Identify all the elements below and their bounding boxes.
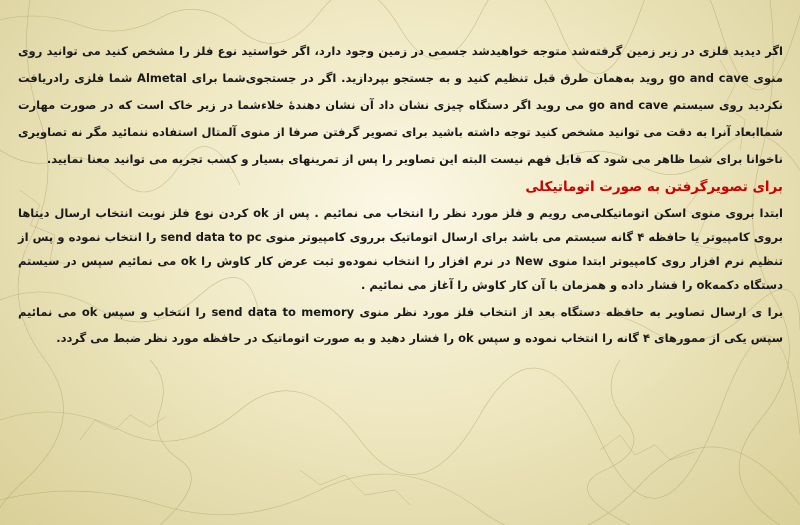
auto-scan-paragraph: ابتدا بروی منوی اسکن اتوماتیکلی‌می رویم و فلز مورد نظر را انتخاب می نمائیم . پس از ok کردن نوع فلز نوبت انتخاب ارسال دیتاها بروی کامپیوتر یا حافظه ۴ گانه سیستم می باشد برای ارسال اتوماتیک برروی کامپیوتر منوی send data to pc را انتخاب نموده و پس از تنظیم نرم افزار روی کامپیوتر ابتدا منوی New در نرم افزار را انتخاب نموده‌و ثبت عرض کار کاوش را ok می نمائیم سپس در سیستم دستگاه دکمه‌ok را فشار داده و همزمان با آن کار کاوش را آغاز می نمائیم .: [18, 206, 783, 292]
section-heading: برای تصویرگرفتن به صورت اتوماتیکلی: [525, 179, 783, 195]
article-body: [18, 38, 783, 351]
intro-paragraph: اگر دیدید فلزی در زیر زمین گرفته‌شد متوجه خواهیدشد جسمی در زمین وجود دارد، اگر خواستید نوع فلز را مشخص کنید می توانید روی منوی go and cave روید به‌همان طرق قبل تنظیم کنید و به جستجو بپردازید. اگر در جستجوی‌شما برای Almetal شما فلزی رادریافت نکردید روی سیستم go and cave می روید اگر دستگاه چیزی نشان داد آن نشان دهندهٔ خلاءشما در زیر خاک است که در صورت مهارت شماابعاد آنرا به دقت می توانید مشخص کنید توجه داشته باشید برای تصویر گرفتن صرفا از منوی آلمتال استفاده ننمائید مگر نه تصاویری ناخوانا برای شما ظاهر می شود که قابل فهم نیست البته این تصاویر را پس از تمرینهای بسیار و کسب تجربه می توانید معنا نمایید.: [18, 44, 783, 166]
memory-paragraph: برا ی ارسال تصاویر به حافظه دستگاه بعد از انتخاب فلز مورد نظر منوی send data to memory را انتخاب و سپس ok می نمائیم سپس یکی از ممورهای ۴ گانه را انتخاب نموده و سپس ok را فشار دهید و به صورت اتوماتیک در حافظه مورد نظر ضبط می گردد.: [18, 305, 784, 345]
